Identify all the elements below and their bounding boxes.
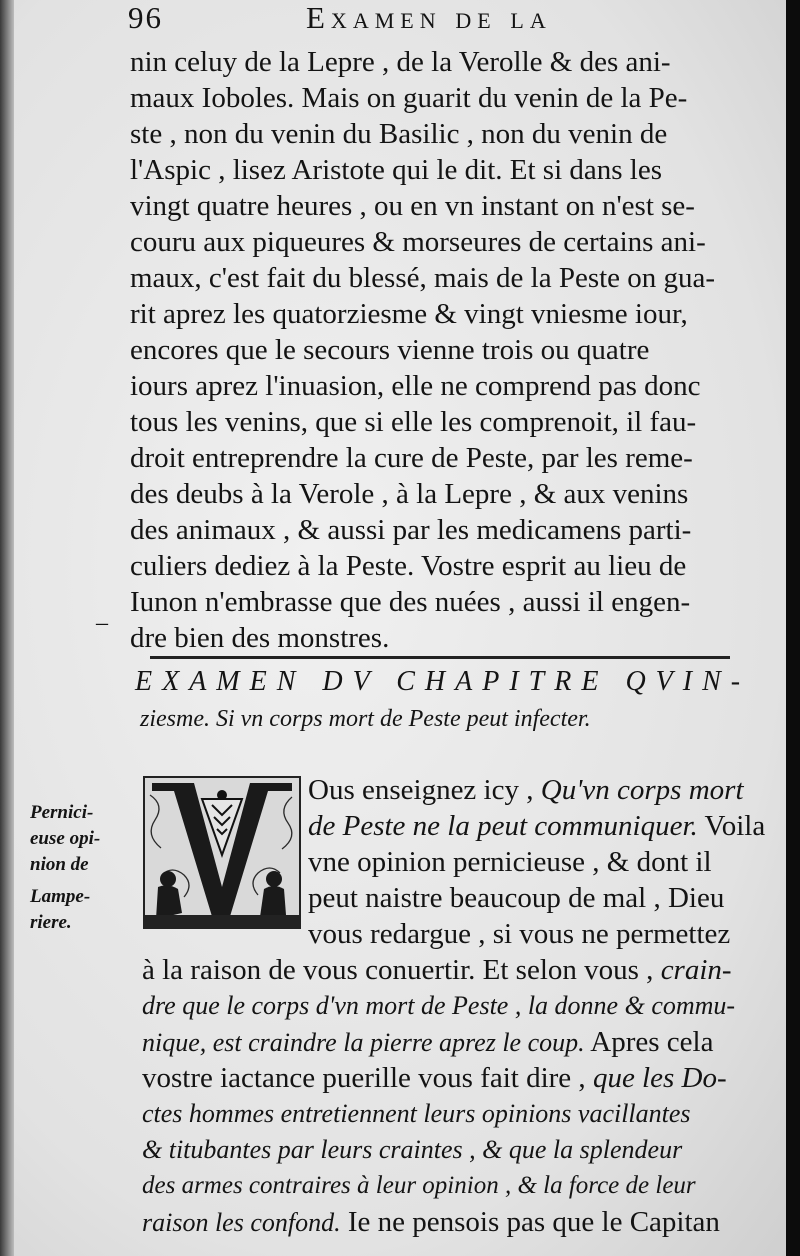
section-title: EXAMEN DV CHAPITRE QVIN- xyxy=(135,666,751,697)
margin-note-line: euse opi- xyxy=(30,828,101,849)
margin-note-line: Lampe- xyxy=(30,886,91,907)
margin-dash: – xyxy=(96,610,108,636)
text-line: tous les venins, que si elle les comprenoit, il fau- xyxy=(130,406,697,438)
text-line: maux, c'est fait du blessé, mais de la Peste on gua- xyxy=(130,262,716,294)
text-line: culiers dediez à la Peste. Vostre esprit au lieu de xyxy=(130,550,687,582)
text-line: vne opinion pernicieuse , & dont il xyxy=(308,846,712,878)
text-line: encores que le secours vienne trois ou quatre xyxy=(130,334,650,366)
text-line: Iunon n'embrasse que des nuées , aussi il engen- xyxy=(130,586,691,618)
text-line: des armes contraires à leur opinion , & la force de leur xyxy=(142,1172,696,1199)
text-line: ste , non du venin du Basilic , non du venin de xyxy=(130,118,668,150)
text-line: nique, est craindre la pierre aprez le coup. Apres cela xyxy=(142,1026,714,1058)
text-line: des animaux , & aussi par les medicamens parti- xyxy=(130,514,692,546)
text-line: de Peste ne la peut communiquer. Voila xyxy=(308,810,766,842)
margin-note-line: riere. xyxy=(30,912,72,933)
text-line: & titubantes par leurs craintes , & que la splendeur xyxy=(142,1135,683,1164)
text-line: peut naistre beaucoup de mal , Dieu xyxy=(308,882,725,914)
margin-note-line: nion de xyxy=(30,854,89,875)
page-number: 96 xyxy=(128,0,163,35)
text-line: dre bien des monstres. xyxy=(130,622,390,654)
section-subtitle: ziesme. Si vn corps mort de Peste peut infecter. xyxy=(140,706,591,732)
section-rule xyxy=(150,656,730,659)
decorated-initial-art xyxy=(142,775,302,930)
text-line: Ous enseignez icy , Qu'vn corps mort xyxy=(308,774,744,806)
text-line: dre que le corps d'vn mort de Peste , la donne & commu- xyxy=(142,991,736,1020)
text-line: iours aprez l'inuasion, elle ne comprend pas donc xyxy=(130,370,701,402)
text-line: droit entreprendre la cure de Peste, par les reme- xyxy=(130,442,693,474)
text-line: nin celuy de la Lepre , de la Verolle & des ani- xyxy=(130,46,671,78)
text-line: vous redargue , si vous ne permettez xyxy=(308,918,731,950)
margin-note-line: Pernici- xyxy=(30,802,94,823)
running-header xyxy=(128,0,768,44)
text-line: raison les confond. Ie ne pensois pas que le Capitan xyxy=(142,1206,720,1238)
page-gutter xyxy=(0,0,14,1256)
text-line: maux Ioboles. Mais on guarit du venin de la Pe- xyxy=(130,82,688,114)
text-line: ctes hommes entretiennent leurs opinions vacillantes xyxy=(142,1099,691,1128)
running-title: Examen de la xyxy=(306,0,552,35)
text-line: l'Aspic , lisez Aristote qui le dit. Et si dans les xyxy=(130,154,662,186)
text-line: couru aux piqueures & morseures de certains ani- xyxy=(130,226,706,258)
text-line: rit aprez les quatorziesme & vingt vniesme iour, xyxy=(130,298,688,330)
text-line: des deubs à la Verole , à la Lepre , & aux venins xyxy=(130,478,689,510)
text-line: vingt quatre heures , ou en vn instant on n'est se- xyxy=(130,190,695,222)
text-line: vostre iactance puerille vous fait dire , que les Do- xyxy=(142,1062,727,1094)
decorated-initial xyxy=(142,775,302,930)
text-line: à la raison de vous conuertir. Et selon vous , crain- xyxy=(142,954,732,986)
